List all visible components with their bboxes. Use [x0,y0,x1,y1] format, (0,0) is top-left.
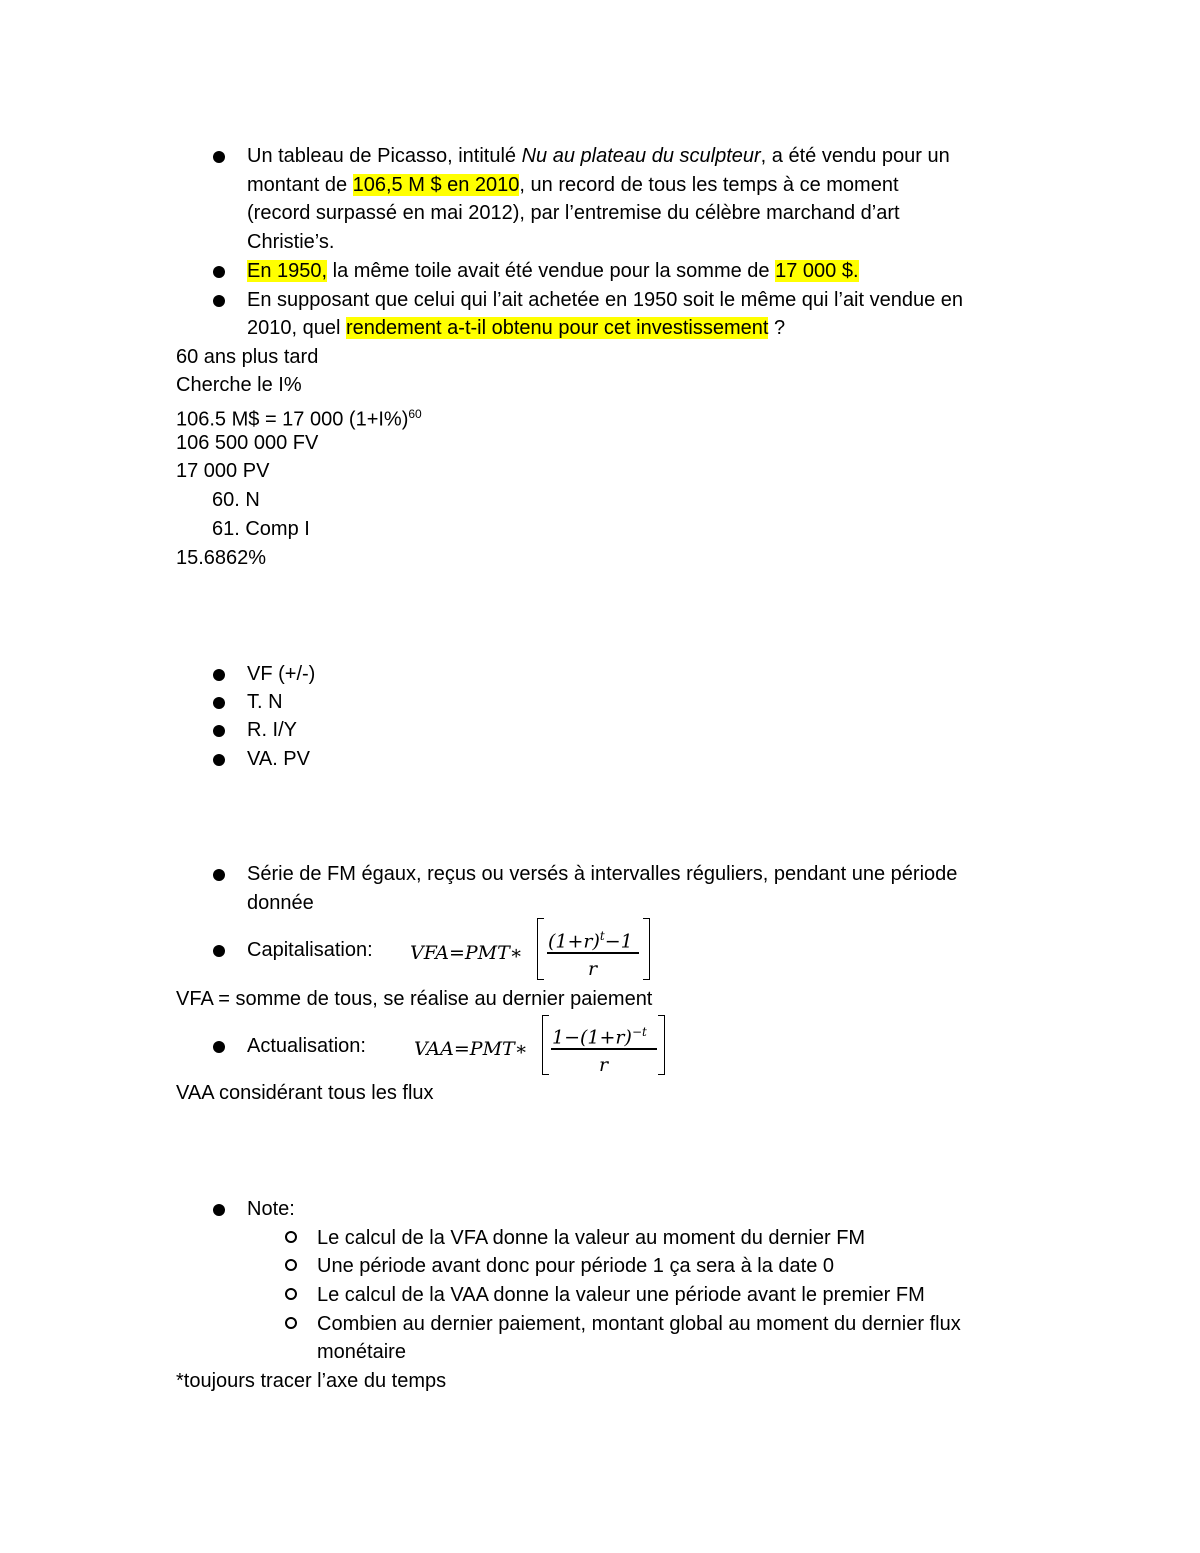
key-item: T. N [247,691,283,713]
question-line-1: En supposant que celui qui l’ait achetée en 1950 soit le même qui l’ait vendue en [247,289,964,311]
left-bracket [537,918,544,980]
note-item: Le calcul de la VAA donne la valeur une période avant le premier FM [317,1284,925,1306]
work-line-comp: 61. Comp I [212,518,310,540]
annuity-def-line-2: donnée [247,892,314,914]
left-bracket [542,1015,549,1075]
text: −1 [604,930,633,953]
bullet-icon [213,266,225,278]
key-item: VF (+/-) [247,663,316,685]
exponent: −t [631,1025,647,1039]
picasso-sale-line-3: (record surpassé en mai 2012), par l’entremise du célèbre marchand d’art [247,202,900,224]
bullet-icon [213,945,225,957]
text: , un record de tous les temps à ce moment [519,174,899,196]
exponent: t [599,929,605,943]
bullet-icon [213,295,225,307]
footer-reminder: *toujours tracer l’axe du temps [176,1370,447,1392]
right-bracket [658,1015,665,1075]
question-line-2 [247,314,785,342]
note-item-continued: monétaire [317,1341,406,1363]
text: 1−(1+r) [552,1026,632,1049]
work-line-pv: 17 000 PV [176,460,270,482]
circle-bullet-icon [285,1317,297,1329]
note-item: Une période avant donc pour période 1 ça sera à la date 0 [317,1255,835,1277]
picasso-sale-line-1 [247,142,950,170]
text: , a été vendu pour un [760,145,950,167]
vfa-numerator [548,922,633,955]
vfa-formula-lhs: VFA=PMT∗ [410,942,523,964]
circle-bullet-icon [285,1259,297,1271]
vfa-note: VFA = somme de tous, se réalise au dernier paiement [176,988,653,1010]
text: (1+r) [548,930,600,953]
vaa-denominator: r [599,1054,609,1076]
circle-bullet-icon [285,1231,297,1243]
text: montant de [247,174,353,196]
key-item: VA. PV [247,748,310,770]
sale-1950-line [247,257,859,285]
work-line-n: 60. N [212,489,260,511]
vaa-numerator [552,1018,647,1051]
capitalisation-label: Capitalisation: [247,939,373,961]
work-line-1: 60 ans plus tard [176,346,319,368]
circle-bullet-icon [285,1288,297,1300]
bullet-icon [213,1204,225,1216]
bullet-icon [213,697,225,709]
bullet-icon [213,1041,225,1053]
text: 106.5 M$ = 17 000 (1+I%) [176,408,409,431]
bullet-icon [213,754,225,766]
text: Un tableau de Picasso, intitulé [247,145,522,167]
note-label: Note: [247,1198,295,1220]
bullet-icon [213,151,225,163]
note-item: Le calcul de la VFA donne la valeur au moment du dernier FM [317,1227,866,1249]
right-bracket [643,918,650,980]
text: ? [768,317,786,339]
highlight-price-1950: 17 000 $. [775,260,859,282]
picasso-sale-line-4: Christie’s. [247,231,335,253]
painting-title: Nu au plateau du sculpteur [521,145,761,167]
key-item: R. I/Y [247,719,298,741]
highlight-price-2010: 106,5 M $ en 2010 [352,174,520,196]
note-item: Combien au dernier paiement, montant global au moment du dernier flux [317,1313,961,1335]
text: 2010, quel [247,317,346,339]
bullet-icon [213,669,225,681]
actualisation-label: Actualisation: [247,1035,366,1057]
work-line-2: Cherche le I% [176,374,302,396]
work-line-fv: 106 500 000 FV [176,432,319,454]
text: la même toile avait été vendue pour la somme de [327,260,776,282]
bullet-icon [213,725,225,737]
picasso-sale-line-2 [247,171,899,199]
work-result: 15.6862% [176,547,267,569]
vaa-formula-lhs: VAA=PMT∗ [414,1038,528,1060]
fraction-bar [547,952,639,954]
fraction-bar [551,1048,657,1050]
annuity-def-line-1: Série de FM égaux, reçus ou versés à intervalles réguliers, pendant une période [247,863,958,885]
bullet-icon [213,869,225,881]
exponent: 60 [408,407,422,421]
vfa-denominator: r [588,958,598,980]
highlight-year-1950: En 1950, [247,260,328,282]
vaa-note: VAA considérant tous les flux [176,1082,434,1104]
highlight-question: rendement a-t-il obtenu pour cet investissement [345,317,769,339]
